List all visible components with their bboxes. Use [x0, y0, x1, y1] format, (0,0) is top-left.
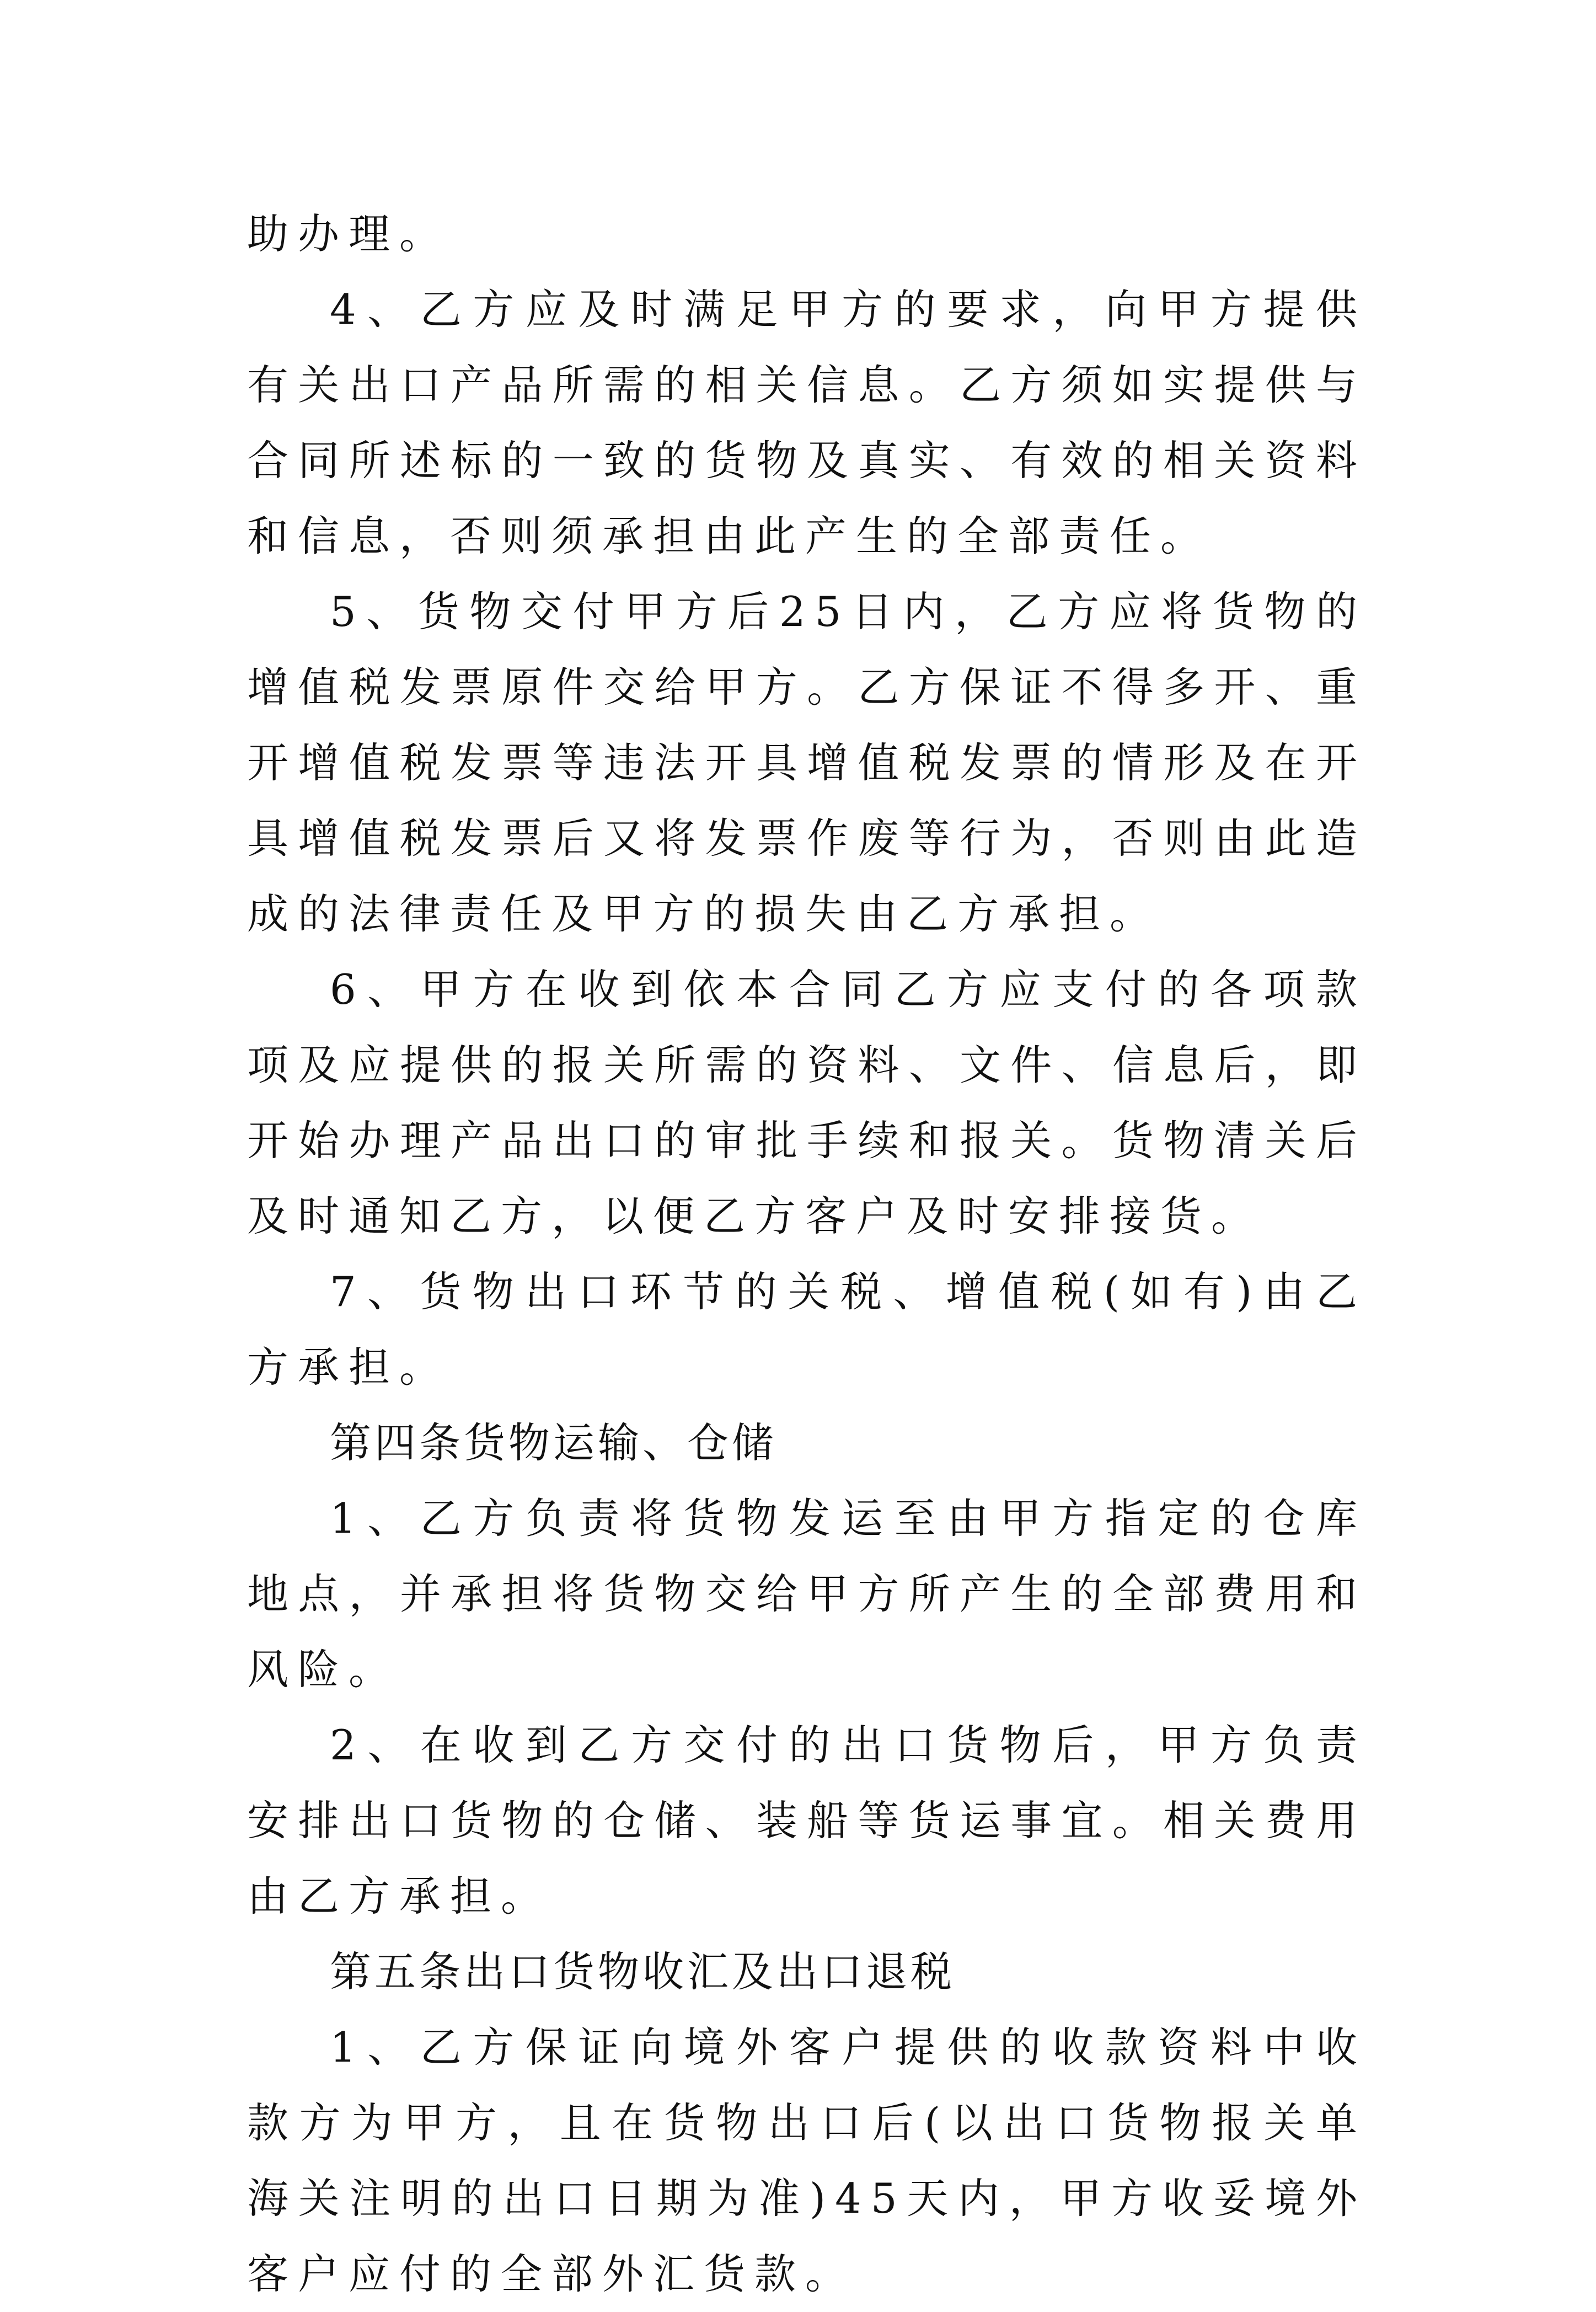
clause-item-4: 4、乙方应及时满足甲方的要求，向甲方提供有关出口产品所需的相关信息。乙方须如实提供与合同所述标的一致的货物及真实、有效的相关资料和信息，否则须承担由此产生的全部责任。	[247, 285, 1367, 560]
article-4-item-1: 1、乙方负责将货物发运至由甲方指定的仓库地点，并承担将货物交给甲方所产生的全部费用和风险。	[247, 1494, 1367, 1694]
paragraph-continuation: 助办理。	[247, 210, 451, 258]
clause-item-5: 5、货物交付甲方后25日内，乙方应将货物的增值税发票原件交给甲方。乙方保证不得多开、重开增值税发票等违法开具增值税发票的情形及在开具增值税发票后又将发票作废等行为，否则由此造成的法律责任及甲方的损失由乙方承担。	[247, 587, 1367, 938]
article-5-item-1: 1、乙方保证向境外客户提供的收款资料中收款方为甲方，且在货物出口后(以出口货物报关单海关注明的出口日期为准)45天内，甲方收妥境外客户应付的全部外汇货款。	[247, 2023, 1367, 2298]
article-heading-4: 第四条货物运输、仓储	[330, 1419, 777, 1467]
clause-item-6: 6、甲方在收到依本合同乙方应支付的各项款项及应提供的报关所需的资料、文件、信息后，即开始办理产品出口的审批手续和报关。货物清关后及时通知乙方，以便乙方客户及时安排接货。	[247, 965, 1367, 1240]
article-heading-5: 第五条出口货物收汇及出口退税	[330, 1947, 956, 1996]
clause-item-7: 7、货物出口环节的关税、增值税(如有)由乙方承担。	[247, 1267, 1367, 1392]
document-body	[247, 196, 1367, 2312]
article-4-item-2: 2、在收到乙方交付的出口货物后，甲方负责安排出口货物的仓储、装船等货运事宜。相关费用由乙方承担。	[247, 1721, 1367, 1920]
